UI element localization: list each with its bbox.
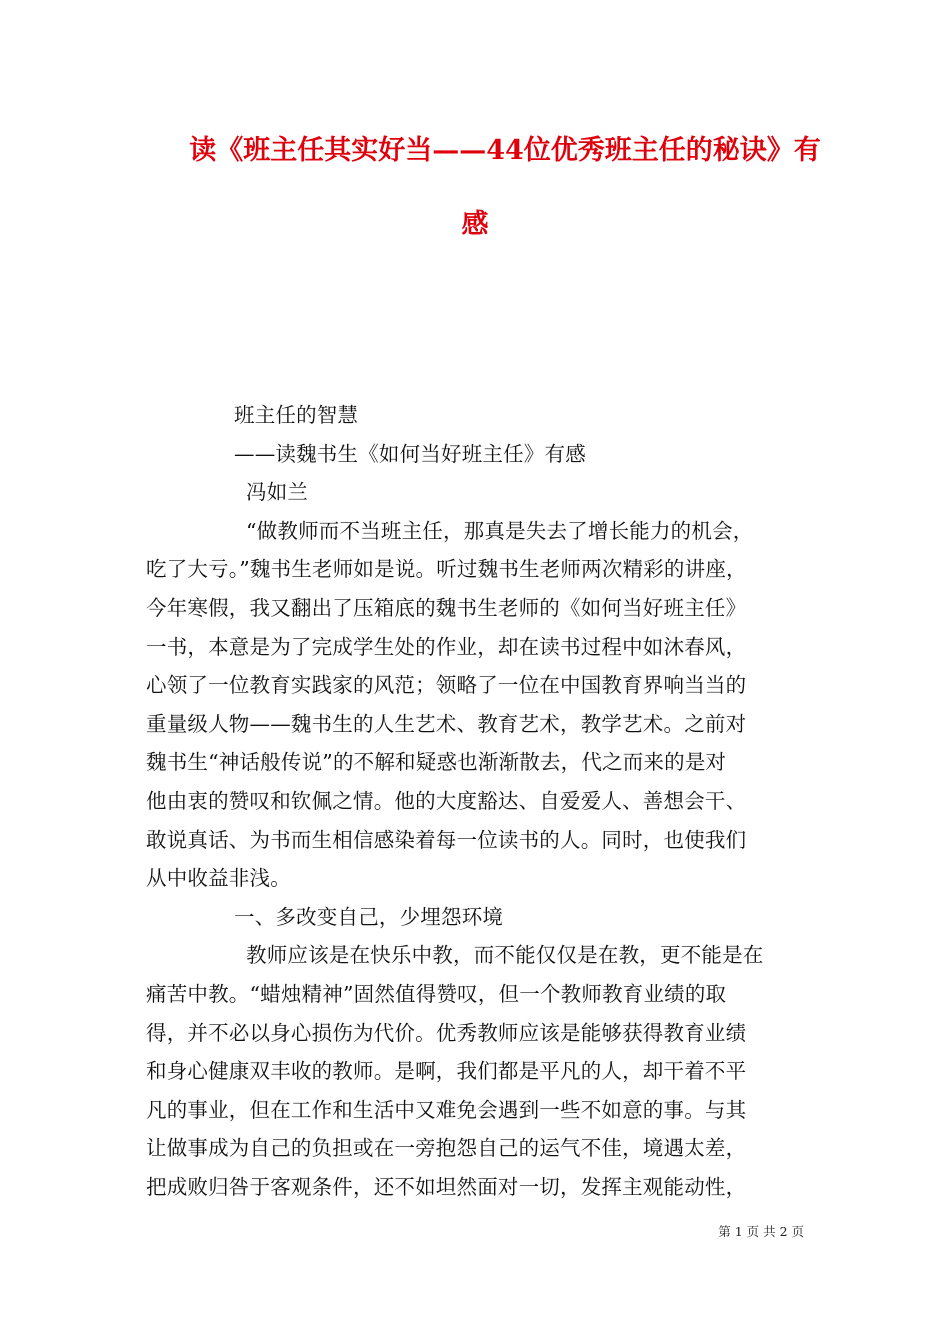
section-1-heading: 一、多改变自己，少埋怨环境 — [234, 904, 504, 929]
article-heading: 班主任的智慧 — [234, 403, 359, 427]
paragraph-1-line: 敢说真话、为书而生相信感染着每一位读书的人。同时，也使我们 — [146, 827, 747, 852]
paragraph-1-line: 吃了大亏。”魏书生老师如是说。听过魏书生老师两次精彩的讲座， — [146, 557, 747, 582]
paragraph-2-line: 得，并不必以身心损伤为代价。优秀教师应该是能够获得教育业绩 — [146, 1020, 747, 1045]
paragraph-1-line: 从中收益非浅。 — [146, 866, 291, 891]
article-author: 冯如兰 — [246, 480, 309, 505]
document-title-line-1: 读《班主任其实好当——44位优秀班主任的秘诀》有 — [189, 135, 821, 166]
paragraph-1-line: 心领了一位教育实践家的风范；领略了一位在中国教育界响当当的 — [146, 673, 747, 698]
article-subtitle: ——读魏书生《如何当好班主任》有感 — [234, 441, 586, 466]
paragraph-1-line: 他由衷的赞叹和钦佩之情。他的大度豁达、自爱爱人、善想会干、 — [146, 788, 747, 813]
document-body — [146, 396, 826, 1206]
paragraph-1-line: “做教师而不当班主任，那真是失去了增长能力的机会， — [246, 518, 754, 543]
paragraph-2-line: 凡的事业，但在工作和生活中又难免会遇到一些不如意的事。与其 — [146, 1097, 747, 1122]
paragraph-2-line: 痛苦中教。“蜡烛精神”固然值得赞叹，但一个教师教育业绩的取 — [146, 981, 727, 1006]
paragraph-2-line: 和身心健康双丰收的教师。是啊，我们都是平凡的人，却干着不平 — [146, 1059, 747, 1084]
document-title-line-2: 感 — [461, 209, 489, 240]
paragraph-2-line: 让做事成为自己的负担或在一旁抱怨自己的运气不佳，境遇太差， — [146, 1136, 747, 1161]
paragraph-1-line: 今年寒假，我又翻出了压箱底的魏书生老师的《如何当好班主任》 — [146, 595, 747, 620]
paragraph-1-line: 魏书生“神话般传说”的不解和疑惑也渐渐散去，代之而来的是对 — [146, 750, 727, 775]
paragraph-2-line: 把成败归咎于客观条件，还不如坦然面对一切，发挥主观能动性， — [146, 1174, 747, 1199]
paragraph-2-line: 教师应该是在快乐中教，而不能仅仅是在教，更不能是在 — [246, 943, 764, 968]
paragraph-1-line: 一书，本意是为了完成学生处的作业，却在读书过程中如沐春风， — [146, 634, 747, 659]
page-number-footer: 第 1 页 共 2 页 — [718, 1224, 804, 1239]
paragraph-1-line: 重量级人物——魏书生的人生艺术、教育艺术，教学艺术。之前对 — [146, 711, 747, 736]
